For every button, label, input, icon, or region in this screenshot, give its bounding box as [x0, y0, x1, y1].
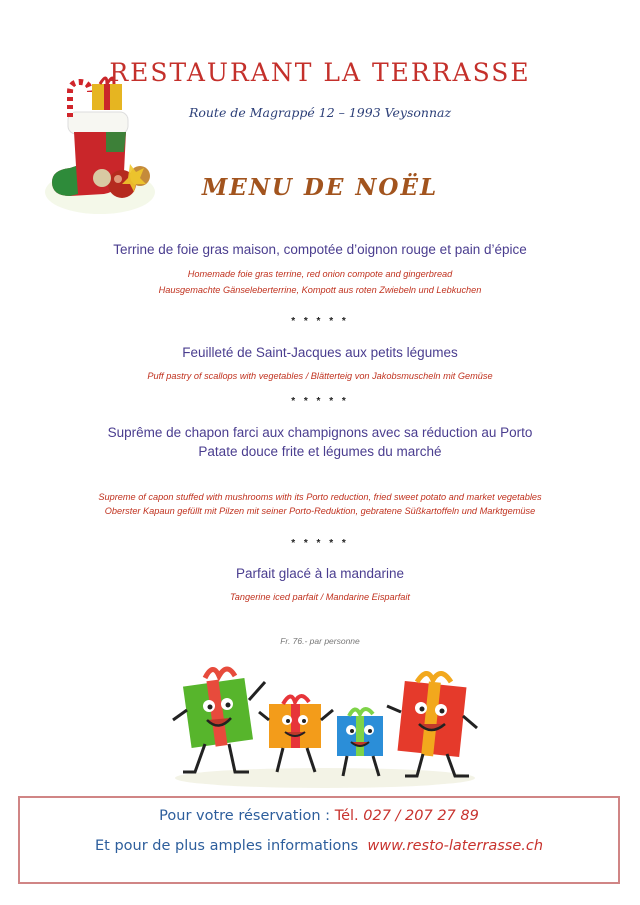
- info-line: [20, 838, 618, 854]
- reservation-info-box: [18, 796, 620, 884]
- course-2-translation: Puff pastry of scallops with vegetables / Blätterteig von Jakobsmuscheln mit Gemüse: [147, 371, 493, 381]
- restaurant-address: Route de Magrappé 12 – 1993 Veysonnaz: [188, 105, 452, 120]
- reservation-label: Pour votre réservation: [159, 808, 321, 824]
- phone-number[interactable]: 027 / 207 27 89: [363, 808, 479, 824]
- dancing-gifts-illustration: [165, 660, 485, 790]
- course-separator: * * * * *: [291, 538, 349, 549]
- course-3-translation-de: Oberster Kapaun gefüllt mit Pilzen mit seiner Porto-Reduktion, gebratene Süßkartoffeln und Marktgemüse: [104, 506, 536, 516]
- reservation-line: [20, 808, 618, 824]
- course-3-dish-line-2: Patate douce frite et légumes du marché: [198, 444, 442, 459]
- course-3-translation-en: Supreme of capon stuffed with mushrooms with its Porto reduction, fried sweet potato and market vegetables: [98, 492, 542, 502]
- menu-title: MENU DE NOËL: [201, 174, 439, 201]
- course-1-dish: Terrine de foie gras maison, compotée d’oignon rouge et pain d’épice: [113, 242, 527, 257]
- course-separator: * * * * *: [291, 396, 349, 407]
- course-1-translation-de: Hausgemachte Gänseleberterrine, Kompott aus roten Zwiebeln und Lebkuchen: [158, 285, 482, 295]
- course-3-dish-line-1: Suprême de chapon farci aux champignons avec sa réduction au Porto: [107, 425, 533, 440]
- tel-label: Tél.: [334, 808, 364, 824]
- course-1-translation-en: Homemade foie gras terrine, red onion compote and gingerbread: [187, 269, 453, 279]
- menu-price: Fr. 76.- par personne: [280, 636, 360, 646]
- course-separator: * * * * *: [291, 316, 349, 327]
- course-4-dish: Parfait glacé à la mandarine: [235, 566, 405, 581]
- restaurant-name: RESTAURANT LA TERRASSE: [109, 58, 531, 87]
- website-link[interactable]: www.resto-laterrasse.ch: [367, 838, 544, 854]
- course-4-translation: Tangerine iced parfait / Mandarine Eisparfait: [230, 592, 410, 602]
- info-label: Et pour de plus amples informations: [94, 838, 359, 854]
- reservation-separator: :: [320, 808, 335, 824]
- course-2-dish: Feuilleté de Saint-Jacques aux petits légumes: [182, 345, 458, 360]
